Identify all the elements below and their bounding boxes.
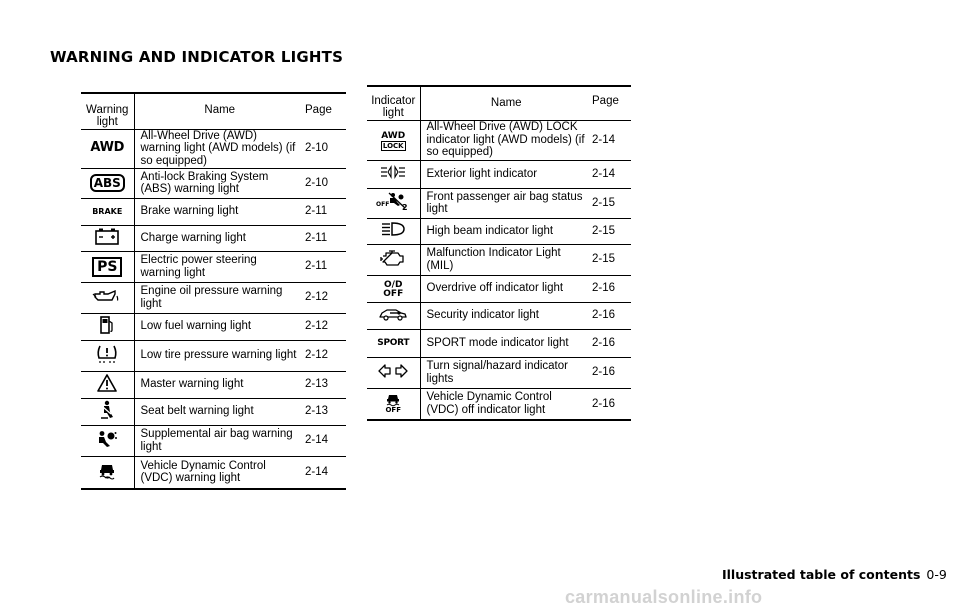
- table-row: [367, 357, 631, 388]
- table-row: [367, 388, 631, 420]
- row-name: SPORT mode indicator light: [420, 329, 590, 357]
- table-row: [81, 425, 346, 456]
- row-page: 2-12: [303, 313, 346, 340]
- row-page: 2-15: [590, 244, 631, 275]
- table-row: [367, 218, 631, 244]
- header-name: Name: [204, 104, 236, 116]
- svg-text:2: 2: [402, 203, 408, 212]
- table-row: [81, 340, 346, 371]
- header-name: Name: [490, 97, 522, 109]
- row-name: Overdrive off indicator light: [420, 275, 590, 302]
- abs-warning-icon: ABS: [90, 174, 125, 192]
- vdc-warning-icon: [98, 462, 116, 480]
- table-row: [367, 120, 631, 160]
- row-page: 2-13: [303, 398, 346, 425]
- row-page: 2-15: [590, 188, 631, 218]
- row-name: Anti-lock Braking System (ABS) warning light: [134, 168, 303, 198]
- row-name: Vehicle Dynamic Control (VDC) warning light: [134, 456, 303, 489]
- table-row: [367, 244, 631, 275]
- row-name: Electric power steering warning light: [134, 251, 303, 282]
- row-name: High beam indicator light: [420, 218, 590, 244]
- row-page: 2-11: [303, 251, 346, 282]
- row-page: 2-16: [590, 329, 631, 357]
- table-row: [81, 398, 346, 425]
- row-name: All-Wheel Drive (AWD) warning light (AWD models) (if so equipped): [134, 129, 303, 168]
- row-page: 2-11: [303, 198, 346, 225]
- exterior-light-icon: [379, 165, 407, 179]
- table-row: [81, 282, 346, 313]
- row-page: 2-16: [590, 275, 631, 302]
- page-footer: [722, 567, 947, 582]
- row-name: Exterior light indicator: [420, 160, 590, 188]
- row-page: 2-14: [303, 456, 346, 489]
- row-page: 2-13: [303, 371, 346, 398]
- header-page: Page: [305, 104, 332, 116]
- row-page: 2-12: [303, 340, 346, 371]
- table-row: [367, 275, 631, 302]
- table-row: [367, 188, 631, 218]
- table-header-row: [81, 93, 346, 129]
- row-name: Brake warning light: [134, 198, 303, 225]
- row-name: Seat belt warning light: [134, 398, 303, 425]
- seat-belt-icon: [99, 400, 115, 420]
- table-row: [81, 456, 346, 489]
- row-page: 2-16: [590, 388, 631, 420]
- row-page: 2-16: [590, 357, 631, 388]
- turn-signal-icon: [377, 363, 409, 379]
- warning-lights-table: [81, 92, 346, 490]
- table-row: [367, 302, 631, 329]
- indicator-lights-table: [367, 85, 631, 421]
- table-row: [367, 329, 631, 357]
- row-name: All-Wheel Drive (AWD) LOCK indicator light (AWD models) (if so equipped): [420, 120, 590, 160]
- high-beam-icon: [380, 221, 406, 237]
- table-row: [81, 313, 346, 340]
- row-name: Low fuel warning light: [134, 313, 303, 340]
- security-car-icon: [378, 307, 408, 321]
- fuel-pump-icon: [99, 315, 115, 335]
- awd-warning-icon: AWD: [90, 140, 125, 156]
- table-row: [81, 371, 346, 398]
- tire-pressure-icon: [95, 343, 119, 365]
- table-row: [81, 168, 346, 198]
- header-warning-light: Warning light: [81, 93, 134, 129]
- battery-charge-icon: [94, 227, 120, 245]
- row-page: 2-11: [303, 225, 346, 251]
- row-name: Turn signal/hazard indicator lights: [420, 357, 590, 388]
- power-steering-icon: PS: [92, 257, 122, 277]
- passenger-airbag-off-icon: [376, 191, 410, 211]
- airbag-icon: [96, 430, 118, 448]
- brake-warning-icon: BRAKE: [92, 206, 123, 216]
- header-indicator-light: Indicator light: [367, 86, 420, 120]
- row-page: 2-10: [303, 129, 346, 168]
- od-off-icon: O/D OFF: [383, 280, 404, 299]
- row-name: Vehicle Dynamic Control (VDC) off indicator light: [420, 388, 590, 420]
- header-page: Page: [592, 95, 619, 107]
- watermark: carmanualsonline.info: [565, 587, 763, 607]
- row-name: Front passenger air bag status light: [420, 188, 590, 218]
- oil-can-icon: [92, 288, 122, 304]
- table-header-row: [367, 86, 631, 120]
- row-name: Charge warning light: [134, 225, 303, 251]
- row-page: 2-14: [590, 160, 631, 188]
- master-warning-icon: [96, 373, 118, 393]
- row-name: Engine oil pressure warning light: [134, 282, 303, 313]
- vdc-off-icon: OFF: [385, 393, 401, 414]
- table-row: [81, 251, 346, 282]
- row-name: Master warning light: [134, 371, 303, 398]
- table-row: [81, 129, 346, 168]
- section-title: WARNING AND INDICATOR LIGHTS: [50, 48, 344, 66]
- row-page: 2-14: [590, 120, 631, 160]
- svg-text:OFF: OFF: [376, 201, 390, 209]
- table-row: [367, 160, 631, 188]
- row-page: 2-15: [590, 218, 631, 244]
- footer-title: Illustrated table of contents: [722, 567, 921, 582]
- row-name: Low tire pressure warning light: [134, 340, 303, 371]
- row-name: Supplemental air bag warning light: [134, 425, 303, 456]
- row-page: 2-14: [303, 425, 346, 456]
- footer-page-number: 0-9: [926, 567, 947, 582]
- row-page: 2-12: [303, 282, 346, 313]
- row-page: 2-16: [590, 302, 631, 329]
- row-name: Security indicator light: [420, 302, 590, 329]
- awd-lock-icon: AWD LOCK: [381, 131, 406, 150]
- check-engine-icon: [379, 249, 407, 267]
- table-row: [81, 198, 346, 225]
- table-row: [81, 225, 346, 251]
- row-page: 2-10: [303, 168, 346, 198]
- row-name: Malfunction Indicator Light (MIL): [420, 244, 590, 275]
- sport-mode-icon: SPORT: [377, 338, 410, 349]
